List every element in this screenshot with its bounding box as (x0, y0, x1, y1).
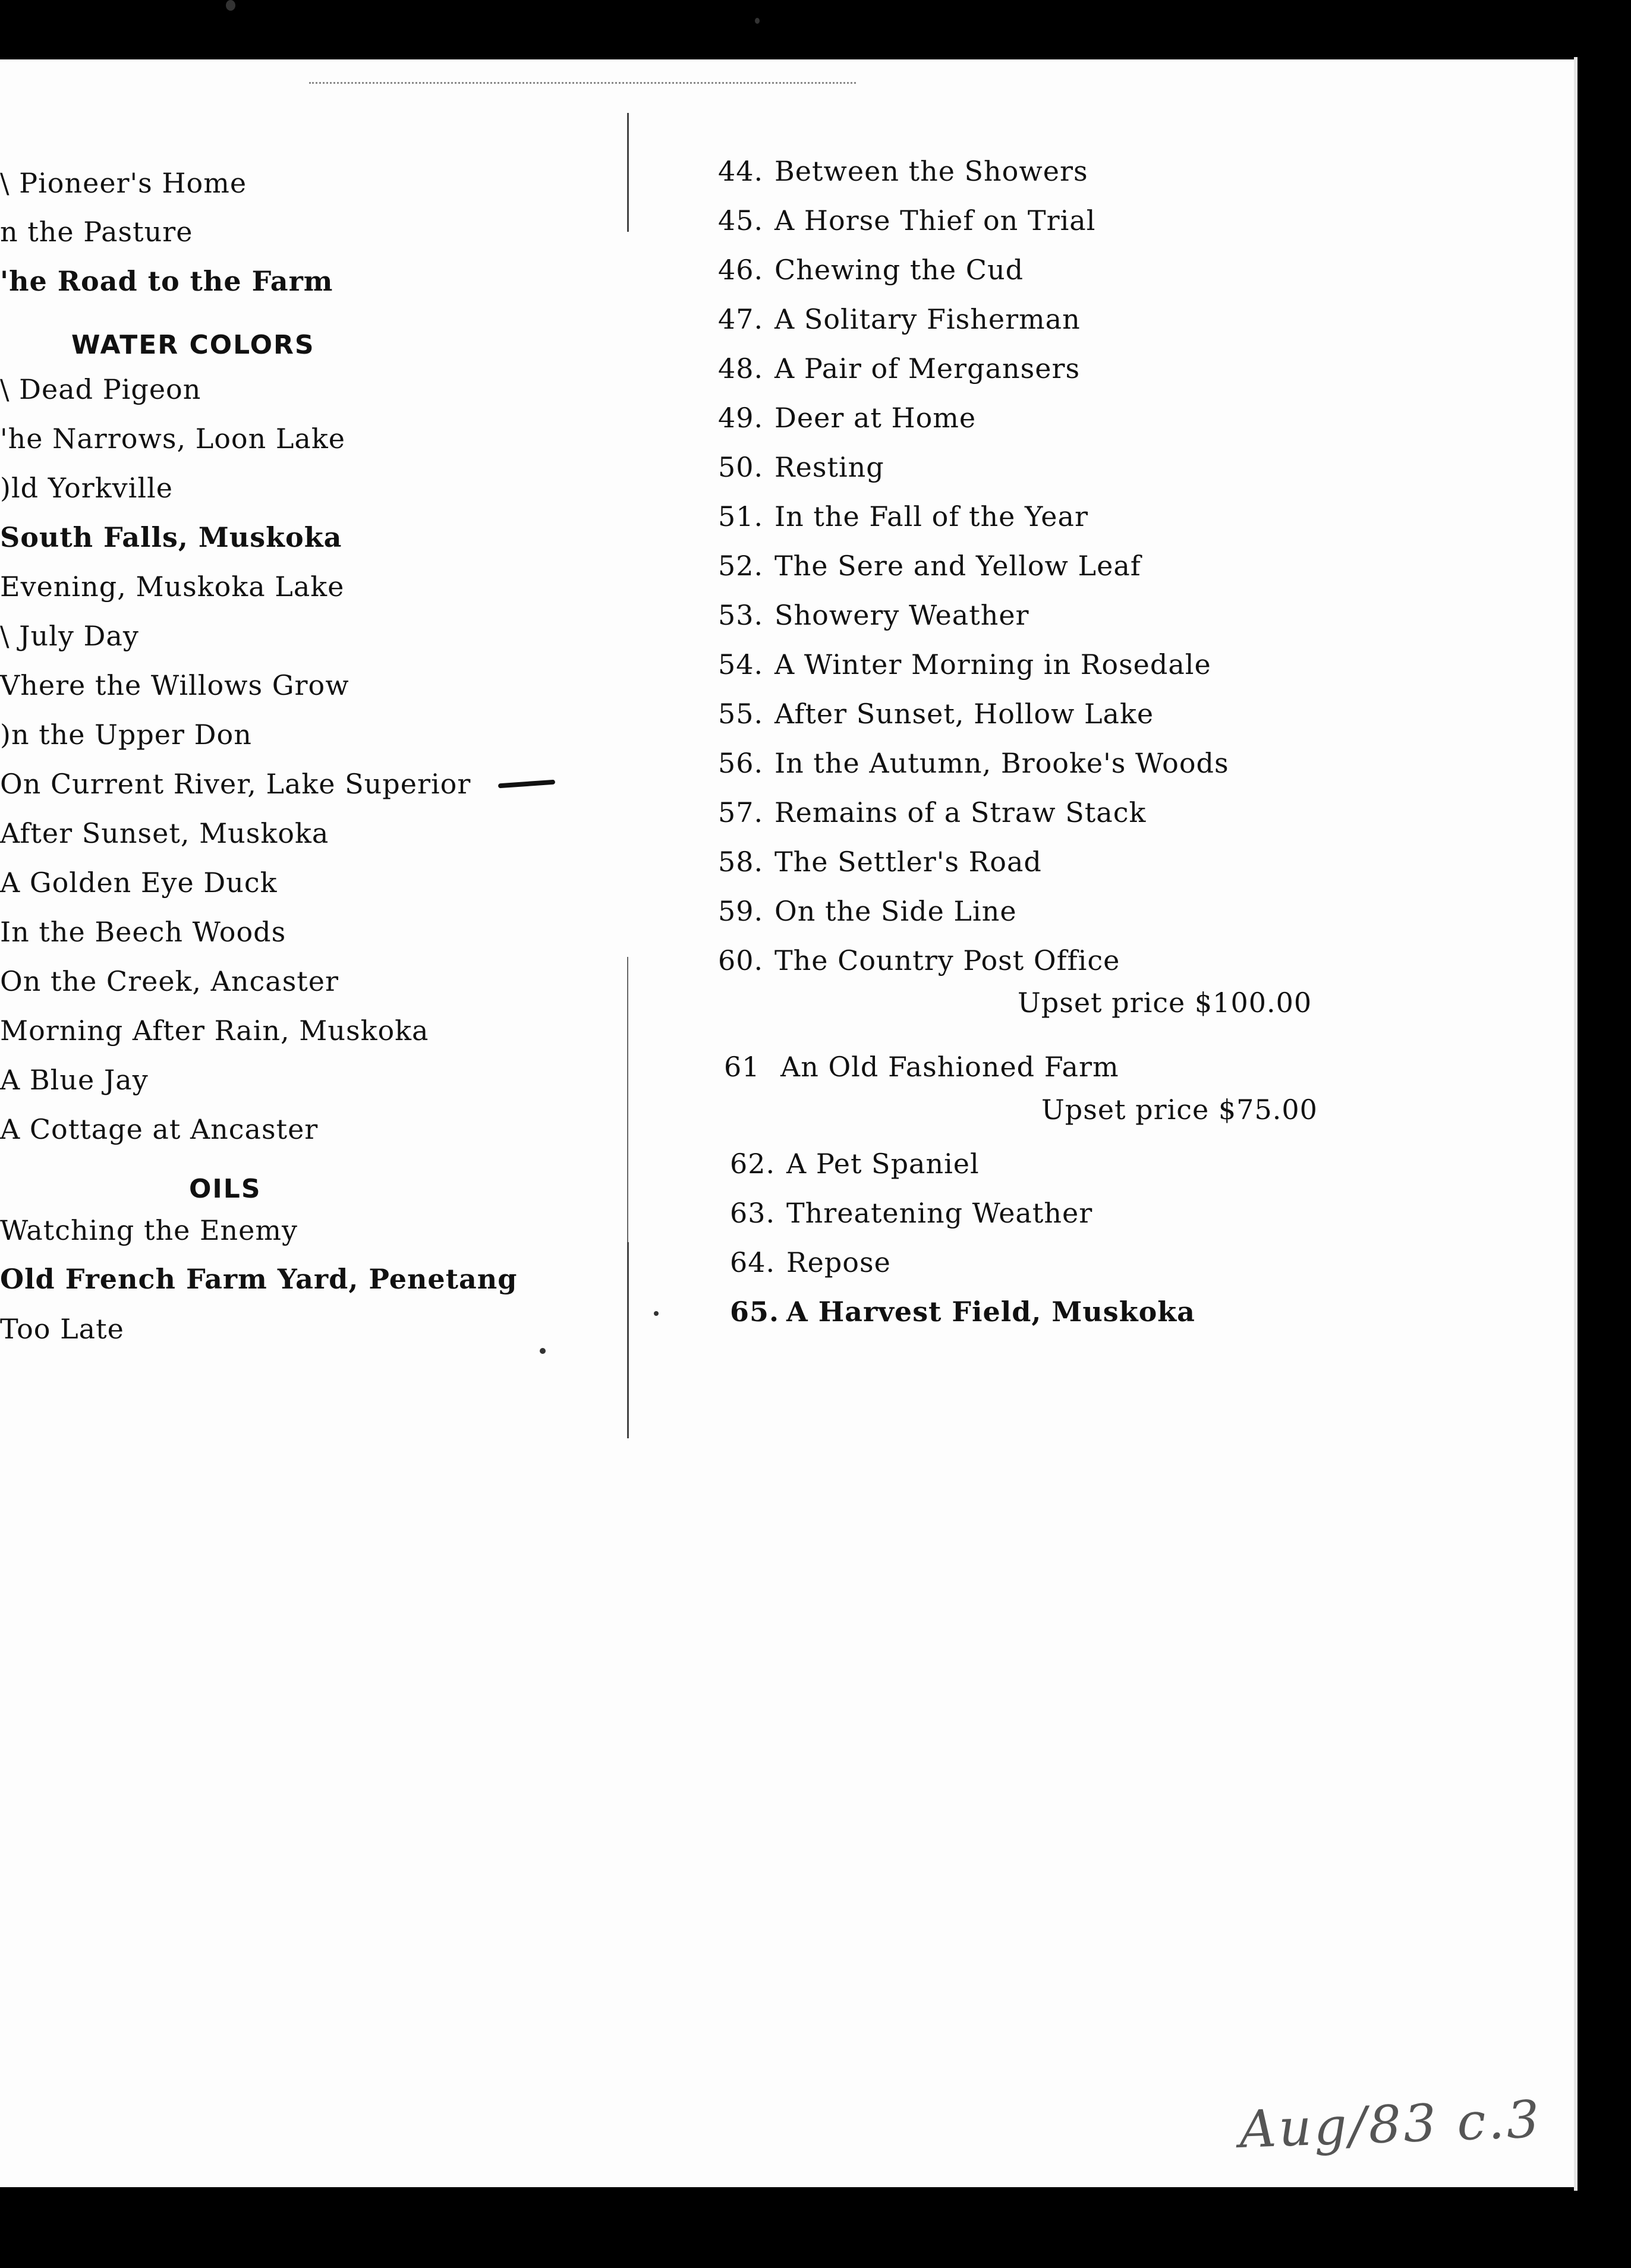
list-item: )ld Yorkville (0, 472, 173, 504)
list-item: 59. On the Side Line (718, 895, 1017, 927)
scan-speck (226, 0, 235, 11)
list-item: South Falls, Muskoka (0, 521, 342, 553)
list-item: 50. Resting (718, 451, 884, 483)
list-item: On the Creek, Ancaster (0, 965, 339, 997)
list-item: \ Pioneer's Home (0, 167, 247, 199)
list-item: On Current River, Lake Superior (0, 768, 471, 800)
list-item: A Golden Eye Duck (0, 867, 278, 899)
list-item: A Cottage at Ancaster (0, 1113, 319, 1145)
list-item: Vhere the Willows Grow (0, 669, 350, 701)
list-item: Morning After Rain, Muskoka (0, 1015, 429, 1047)
list-item: 62. A Pet Spaniel (730, 1148, 980, 1180)
column-divider-top (627, 113, 629, 232)
scan-speck (755, 18, 760, 24)
list-item: 48. A Pair of Mergansers (718, 352, 1081, 385)
handwritten-note: Aug/83 c.3 (1238, 2090, 1543, 2160)
list-item: 45. A Horse Thief on Trial (718, 204, 1096, 237)
list-item: 54. A Winter Morning in Rosedale (718, 648, 1211, 681)
list-item: Old French Farm Yard, Penetang (0, 1263, 518, 1295)
list-item: 46. Chewing the Cud (718, 254, 1024, 286)
list-item: \ July Day (0, 620, 139, 652)
bleed-through-line (309, 82, 856, 86)
list-item: After Sunset, Muskoka (0, 817, 329, 849)
list-item: 65. A Harvest Field, Muskoka (730, 1296, 1195, 1328)
list-item: 63. Threatening Weather (730, 1197, 1093, 1229)
list-item: 60. The Country Post Office (718, 944, 1120, 976)
list-item: 'he Road to the Farm (0, 265, 333, 297)
list-item: 'he Narrows, Loon Lake (0, 423, 345, 455)
list-item: 61 An Old Fashioned Farm (724, 1051, 1119, 1083)
list-item: 47. A Solitary Fisherman (718, 303, 1081, 335)
scan-speck (540, 1348, 546, 1354)
upset-price: Upset price $75.00 (1041, 1094, 1318, 1126)
list-item: 57. Remains of a Straw Stack (718, 796, 1147, 829)
list-item: 55. After Sunset, Hollow Lake (718, 698, 1154, 730)
list-item: n the Pasture (0, 216, 193, 248)
list-item: 51. In the Fall of the Year (718, 500, 1088, 533)
list-item: Watching the Enemy (0, 1214, 298, 1246)
list-item: 53. Showery Weather (718, 599, 1029, 631)
upset-price: Upset price $100.00 (1018, 987, 1312, 1019)
list-item: 58. The Settler's Road (718, 846, 1042, 878)
scan-speck (654, 1311, 659, 1316)
list-item: 44. Between the Showers (718, 155, 1088, 187)
list-item: 49. Deer at Home (718, 402, 977, 434)
list-item: )n the Upper Don (0, 719, 252, 751)
list-item: 52. The Sere and Yellow Leaf (718, 550, 1141, 582)
list-item: \ Dead Pigeon (0, 373, 201, 405)
list-item: 64. Repose (730, 1246, 891, 1278)
list-item: Too Late (0, 1313, 124, 1345)
list-item: A Blue Jay (0, 1064, 149, 1096)
column-divider-bottom (627, 1242, 629, 1438)
list-item: In the Beech Woods (0, 916, 286, 948)
list-item: Evening, Muskoka Lake (0, 571, 345, 603)
water-colors-heading: WATER COLORS (71, 330, 315, 360)
oils-heading: OILS (189, 1174, 262, 1204)
list-item: 56. In the Autumn, Brooke's Woods (718, 747, 1229, 779)
page-edge (1574, 57, 1578, 2191)
